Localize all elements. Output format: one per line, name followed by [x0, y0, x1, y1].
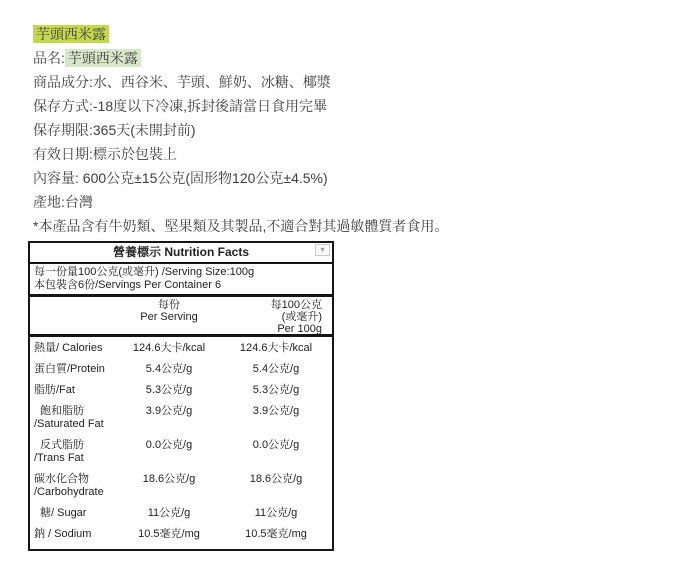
per-serving-value: 0.0公克/g [145, 439, 193, 451]
per-100g-value: 3.9公克/g [252, 405, 300, 417]
column-header-spacer [30, 299, 114, 334]
nutrition-row-fat [30, 384, 332, 397]
per-serving-value: 5.4公克/g [145, 363, 193, 375]
per-100g-value: 5.4公克/g [252, 363, 300, 375]
nutrition-facts-table [28, 241, 334, 551]
column-header-row [30, 297, 332, 337]
nutrition-row-calories [30, 342, 332, 355]
nutrition-row-sugar [30, 507, 332, 520]
product-title [33, 25, 668, 44]
per-100g-value: 124.6大卡/kcal [239, 342, 313, 354]
chevron-down-icon: ▾ [320, 245, 325, 254]
per-serving-value: 124.6大卡/kcal [132, 342, 206, 354]
storage-line: 保存方式:-18度以下冷凍,拆封後請當日食用完畢 [33, 98, 328, 114]
expiry-date-line: 有效日期:標示於包裝上 [33, 146, 177, 162]
per-100g-value: 11公克/g [254, 507, 298, 519]
nutrient-label: 脂肪/Fat [34, 384, 75, 396]
per-serving-value: 11公克/g [147, 507, 191, 519]
nutrient-label-en: /Trans Fat [34, 452, 84, 464]
column-header-per-100g [224, 299, 328, 334]
nutrient-label: 熱量/ Calories [34, 342, 103, 354]
allergen-warning-line: *本產品含有牛奶類、堅果類及其製品,不適合對其過敏體質者食用。 [33, 218, 449, 234]
per-serving-value: 3.9公克/g [145, 405, 193, 417]
origin-line: 產地:台灣 [33, 194, 93, 210]
per-100g-header-en: Per 100g [277, 323, 322, 335]
product-title-highlight: 芋頭西米露 [33, 25, 109, 43]
serving-info-block [30, 264, 332, 297]
nutrition-row-saturated-fat [30, 405, 332, 431]
per-serving-header-zh: 每份 [158, 299, 180, 311]
servings-per-container-line: 本包裝含6份/Servings Per Container 6 [34, 279, 222, 291]
serving-size-line: 每一份量100公克(或毫升) /Serving Size:100g [34, 266, 255, 278]
per-serving-header-en: Per Serving [140, 311, 198, 323]
product-name-label: 品名: [33, 50, 65, 66]
nutrient-label: 反式脂肪 [40, 439, 84, 451]
nutrient-label: 糖/ Sugar [40, 507, 87, 519]
per-100g-value: 10.5毫克/mg [245, 528, 307, 540]
nutrition-row-trans-fat [30, 439, 332, 465]
nutrient-label: 蛋白質/Protein [34, 363, 105, 375]
nutrition-row-protein [30, 363, 332, 376]
per-serving-value: 10.5毫克/mg [138, 528, 200, 540]
per-100g-value: 18.6公克/g [249, 473, 303, 485]
nutrition-rows [30, 337, 332, 549]
table-dropdown-button[interactable] [315, 244, 330, 256]
nutrient-label-en: /Saturated Fat [34, 418, 104, 430]
nutrient-label: 碳水化合物 [34, 473, 89, 485]
product-name-value: 芋頭西米露 [65, 49, 141, 67]
nutrition-row-carbohydrate [30, 473, 332, 499]
product-name-line [33, 49, 668, 68]
net-content-line: 內容量: 600公克±15公克(固形物120公克±4.5%) [33, 170, 328, 186]
per-serving-value: 5.3公克/g [145, 384, 193, 396]
per-100g-header-zh: 每100公克 [270, 299, 322, 311]
per-100g-value: 0.0公克/g [252, 439, 300, 451]
per-100g-header-zh2: (或毫升) [281, 311, 322, 323]
nutrient-label: 鈉 / Sodium [34, 528, 92, 540]
ingredients-line: 商品成分:水、西谷米、芋頭、鮮奶、冰糖、椰漿 [33, 74, 331, 90]
per-serving-value: 18.6公克/g [142, 473, 196, 485]
shelf-life-line: 保存期限:365天(未開封前) [33, 122, 196, 138]
nutrition-table-title: 營養標示 Nutrition Facts [30, 243, 332, 264]
column-header-per-serving [114, 299, 224, 334]
nutrient-label: 飽和脂肪 [40, 405, 84, 417]
nutrient-label-en: /Carbohydrate [34, 486, 104, 498]
per-100g-value: 5.3公克/g [252, 384, 300, 396]
nutrition-row-sodium [30, 528, 332, 541]
